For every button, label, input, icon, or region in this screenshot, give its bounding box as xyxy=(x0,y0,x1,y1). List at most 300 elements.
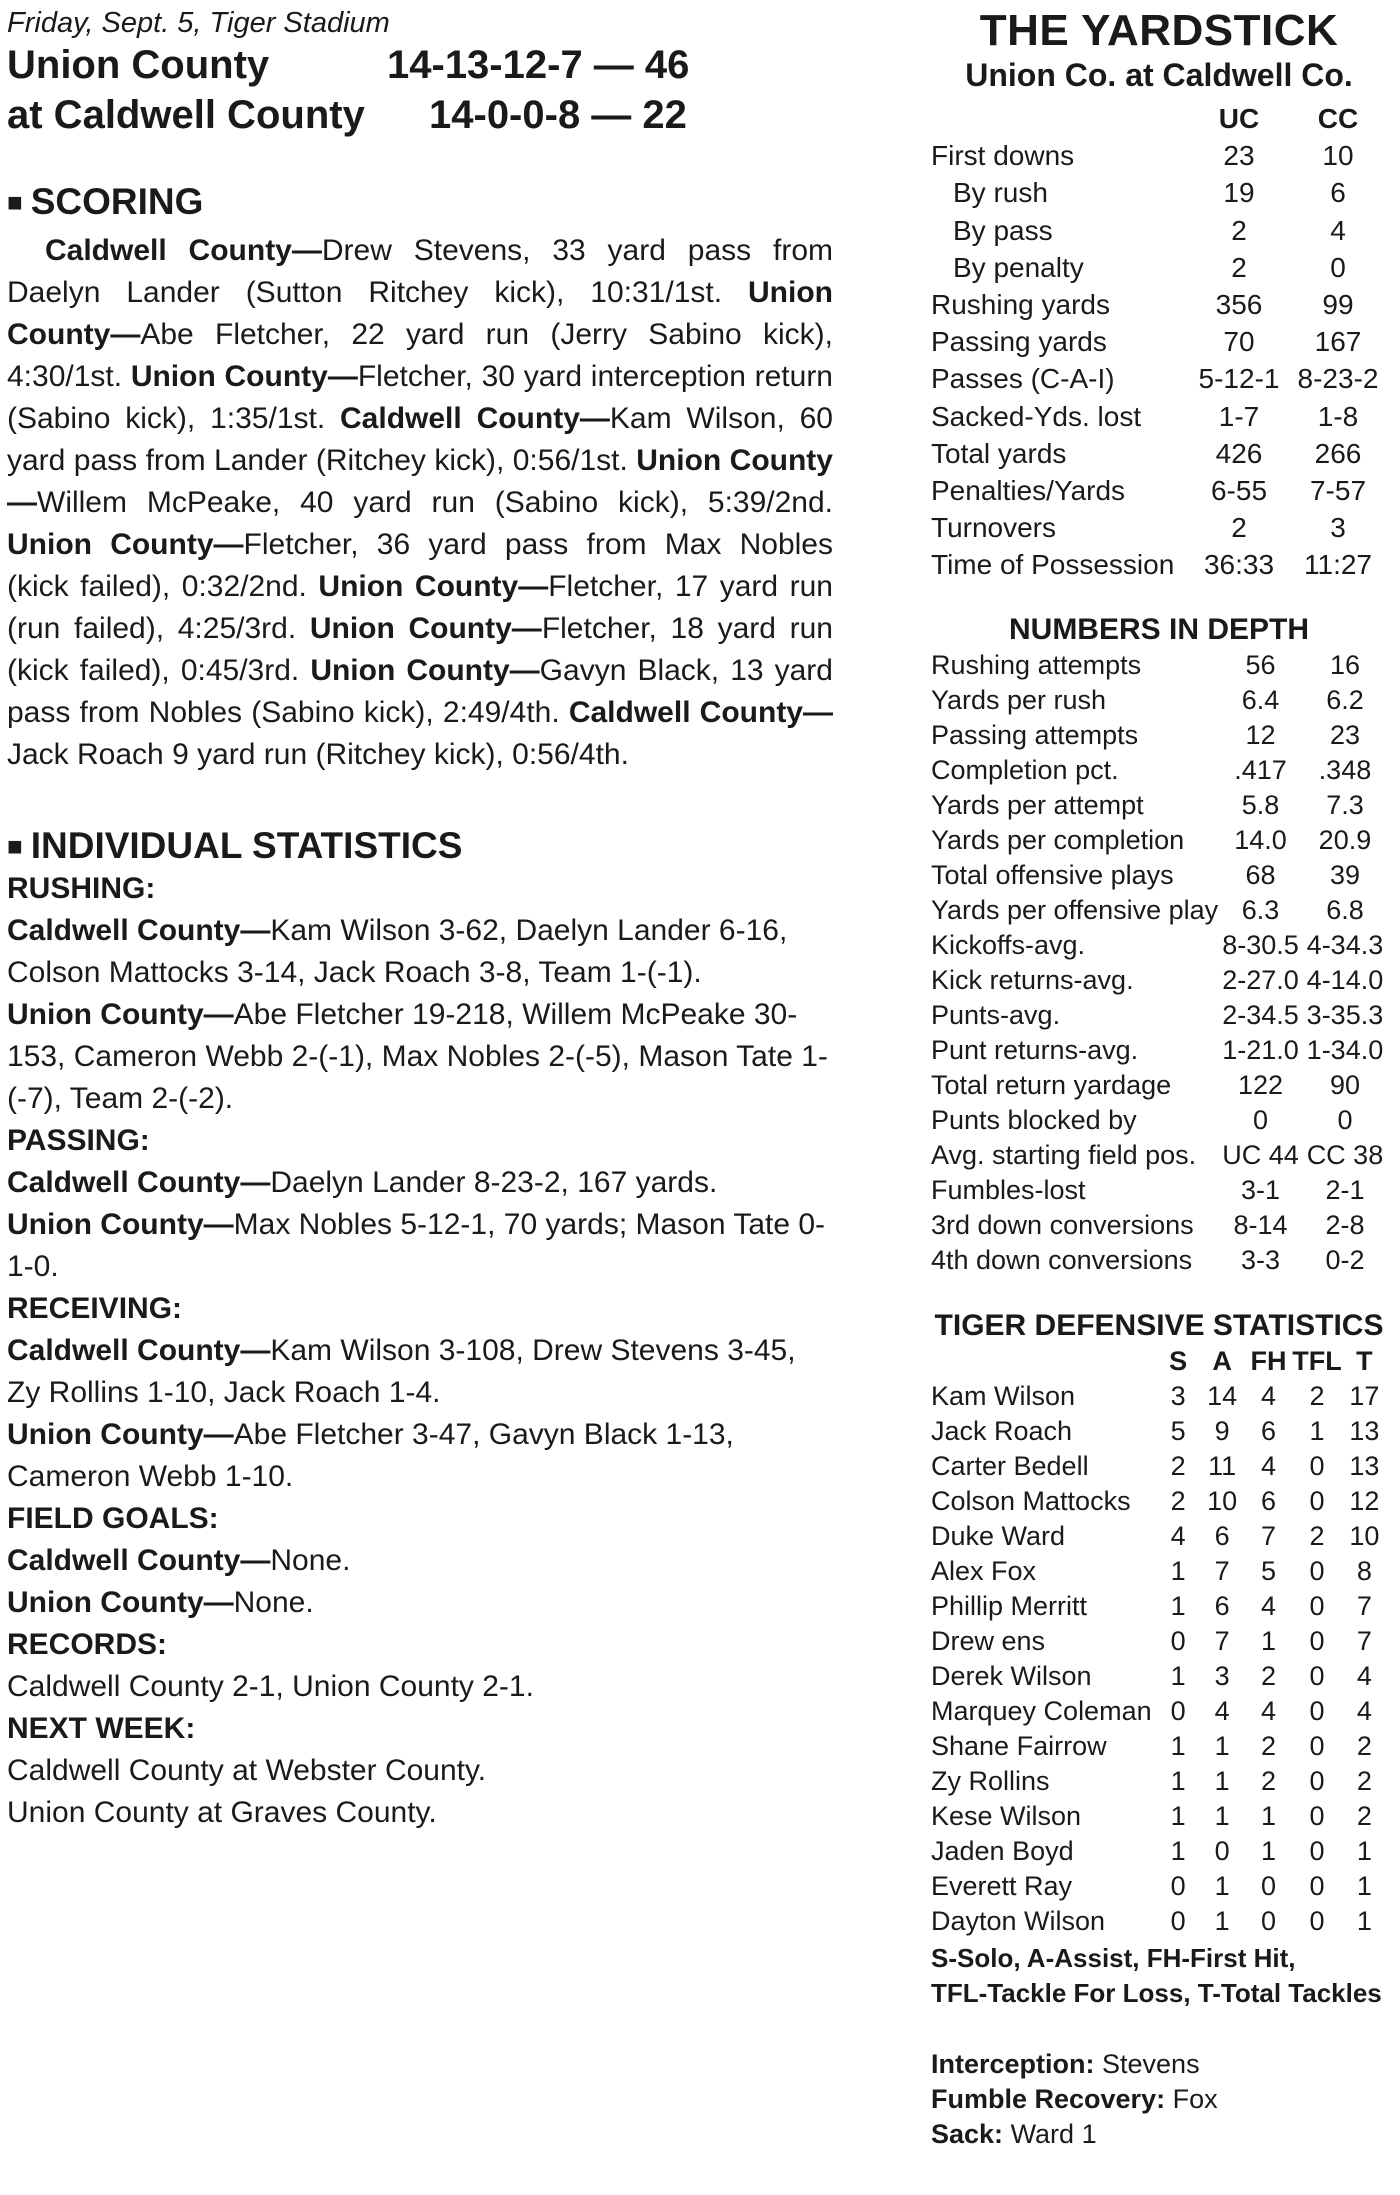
depth-row xyxy=(931,1068,1387,1103)
defense-a-value: 1 xyxy=(1214,1730,1230,1761)
game-story-column xyxy=(7,0,833,1834)
defense-a-value: 7 xyxy=(1214,1625,1230,1656)
defense-fh-value: 4 xyxy=(1261,1590,1277,1621)
stat-label: By rush xyxy=(953,177,1048,209)
defense-s-value: 0 xyxy=(1170,1625,1186,1656)
defense-row xyxy=(931,1904,1387,1939)
defense-legend xyxy=(931,1941,1387,2011)
rushing-caldwell: Caldwell County—Kam Wilson 3-62, Daelyn Lander 6-16, Colson Mattocks 3-14, Jack Roach 3-8, Team 1-(-1). xyxy=(7,914,788,989)
line-score: 14-13-12-7 — 46 xyxy=(387,43,690,87)
cc-value: 7.3 xyxy=(1326,789,1364,820)
defense-t-value: 12 xyxy=(1349,1485,1380,1516)
defense-t-value: 13 xyxy=(1349,1415,1380,1446)
scoring-heading: ■ SCORING xyxy=(7,181,204,222)
defense-a-value: 6 xyxy=(1214,1590,1230,1621)
stat-label: Penalties/Yards xyxy=(931,475,1126,507)
uc-value: 3-1 xyxy=(1241,1174,1281,1205)
scoring-play: Kam Wilson, 60 yard pass from Lander (Ritchey kick), 0:56/1st. xyxy=(7,402,833,477)
defense-t-value: 1 xyxy=(1356,1870,1372,1901)
yardstick-row xyxy=(931,137,1387,174)
defense-s-value: 1 xyxy=(1170,1555,1186,1586)
stat-label: 3rd down conversions xyxy=(931,1209,1194,1240)
uc-value: 2 xyxy=(1231,512,1247,544)
scoring-team: Caldwell County— xyxy=(45,234,322,267)
team-name: Union County xyxy=(7,43,270,87)
defense-header-row xyxy=(931,1344,1387,1379)
scoring-play: Drew Stevens, 33 yard pass from Daelyn Lander (Sutton Ritchey kick), 10:31/1st. xyxy=(7,234,833,309)
uc-value: 8-14 xyxy=(1233,1209,1288,1240)
defense-t-value: 4 xyxy=(1356,1695,1372,1726)
player-name: Kese Wilson xyxy=(931,1800,1082,1831)
defense-tfl-value: 0 xyxy=(1309,1730,1325,1761)
defense-fh-value: 1 xyxy=(1261,1835,1277,1866)
stat-label: By penalty xyxy=(953,251,1084,283)
player-name: Carter Bedell xyxy=(931,1450,1089,1481)
depth-row xyxy=(931,1103,1387,1138)
defense-tfl-value: 1 xyxy=(1309,1415,1325,1446)
next-week-caldwell: Caldwell County at Webster County. xyxy=(7,1754,487,1787)
yardstick-row xyxy=(931,435,1387,472)
defense-a-value: 3 xyxy=(1214,1660,1230,1691)
uc-value: 1-21.0 xyxy=(1222,1034,1299,1065)
defense-t-value: 13 xyxy=(1349,1450,1380,1481)
defense-row xyxy=(931,1589,1387,1624)
cc-value: 4-14.0 xyxy=(1306,964,1384,995)
scoring-team: Union County— xyxy=(7,528,244,561)
defense-s-value: 2 xyxy=(1170,1450,1186,1481)
cc-value: 167 xyxy=(1314,326,1362,358)
defense-tfl-value: 0 xyxy=(1309,1555,1325,1586)
player-name: Alex Fox xyxy=(931,1555,1037,1586)
scoring-play: Fletcher, 30 yard interception return (Sabino kick), 1:35/1st. xyxy=(7,360,833,435)
defense-row xyxy=(931,1624,1387,1659)
uc-value: 2-27.0 xyxy=(1222,964,1299,995)
uc-value: 426 xyxy=(1215,437,1263,469)
uc-value: 56 xyxy=(1245,649,1276,680)
defense-tfl-value: 0 xyxy=(1309,1905,1325,1936)
defense-tfl-value: 0 xyxy=(1309,1660,1325,1691)
defense-row xyxy=(931,1694,1387,1729)
defense-fh-value: 2 xyxy=(1261,1730,1277,1761)
defense-s-value: 1 xyxy=(1170,1765,1186,1796)
uc-value: 0 xyxy=(1253,1104,1269,1135)
scoring-team: Caldwell County— xyxy=(340,402,610,435)
defense-row xyxy=(931,1729,1387,1764)
defense-fh-value: 4 xyxy=(1261,1695,1277,1726)
yardstick-row xyxy=(931,286,1387,323)
uc-value: 6.4 xyxy=(1241,684,1280,715)
scoring-play: Fletcher, 36 yard pass from Max Nobles (kick failed), 0:32/2nd. xyxy=(7,528,833,603)
defense-s-value: 0 xyxy=(1170,1695,1186,1726)
uc-value: .417 xyxy=(1234,754,1287,785)
defense-t-value: 7 xyxy=(1356,1590,1372,1621)
defense-tfl-value: 0 xyxy=(1309,1800,1325,1831)
cc-value: CC 38 xyxy=(1306,1139,1384,1170)
yardstick-row xyxy=(931,249,1387,286)
defense-tfl-value: 0 xyxy=(1309,1485,1325,1516)
uc-value: 8-30.5 xyxy=(1222,929,1299,960)
uc-value: 5.8 xyxy=(1241,789,1280,820)
defense-s-value: 0 xyxy=(1170,1905,1186,1936)
player-name: Zy Rollins xyxy=(931,1765,1050,1796)
stat-label: Avg. starting field pos. xyxy=(931,1139,1197,1170)
passing-caldwell: Caldwell County—Daelyn Lander 8-23-2, 167 yards. xyxy=(7,1166,718,1199)
numbers-in-depth-table xyxy=(931,648,1387,1278)
defense-tfl-value: 2 xyxy=(1309,1520,1325,1551)
depth-row xyxy=(931,893,1387,928)
depth-row xyxy=(931,683,1387,718)
cc-value: 0-2 xyxy=(1325,1244,1365,1275)
square-bullet-icon: ■ xyxy=(7,187,23,217)
yardstick-row xyxy=(931,360,1387,397)
defense-a-value: 1 xyxy=(1214,1905,1230,1936)
cc-value: 20.9 xyxy=(1318,824,1372,855)
depth-row xyxy=(931,648,1387,683)
field-goals-caldwell: Caldwell County—None. xyxy=(7,1544,351,1577)
scoring-play: Abe Fletcher, 22 yard run (Jerry Sabino kick), 4:30/1st. xyxy=(7,318,833,393)
defense-s-value: 1 xyxy=(1170,1835,1186,1866)
receiving-union: Union County—Abe Fletcher 3-47, Gavyn Black 1-13, Cameron Webb 1-10. xyxy=(7,1418,734,1493)
depth-row xyxy=(931,858,1387,893)
defense-a-value: 1 xyxy=(1214,1765,1230,1796)
defense-fh-value: 1 xyxy=(1261,1800,1277,1831)
cc-value: 1-8 xyxy=(1317,400,1359,432)
uc-value: 70 xyxy=(1223,326,1255,358)
defense-tfl-value: 2 xyxy=(1309,1380,1325,1411)
defense-row xyxy=(931,1659,1387,1694)
defense-fh-value: 0 xyxy=(1261,1870,1277,1901)
stat-label: Punts-avg. xyxy=(931,999,1061,1030)
defense-s-value: 1 xyxy=(1170,1730,1186,1761)
passing-label: PASSING: xyxy=(7,1124,150,1157)
individual-stats-heading: ■ INDIVIDUAL STATISTICS xyxy=(7,825,463,866)
cc-value: 266 xyxy=(1314,437,1362,469)
rushing-union: Union County—Abe Fletcher 19-218, Willem McPeake 30-153, Cameron Webb 2-(-1), Max Nobles 2-(-5), Mason Tate 1-(-7), Team 2-(-2). xyxy=(7,998,828,1115)
defense-row xyxy=(931,1519,1387,1554)
defense-t-value: 10 xyxy=(1349,1520,1380,1551)
cc-value: 0 xyxy=(1330,251,1346,283)
uc-value: 6.3 xyxy=(1241,894,1280,925)
stat-label: Turnovers xyxy=(931,512,1057,544)
depth-row xyxy=(931,823,1387,858)
cc-value: 0 xyxy=(1337,1104,1353,1135)
uc-value: 68 xyxy=(1245,859,1276,890)
records-label: RECORDS: xyxy=(7,1628,168,1661)
defense-a-value: 1 xyxy=(1214,1800,1230,1831)
player-name: Dayton Wilson xyxy=(931,1905,1106,1936)
yardstick-title: THE YARDSTICK xyxy=(979,6,1339,55)
defense-a-value: 0 xyxy=(1214,1835,1230,1866)
scoring-team: Union County— xyxy=(7,276,833,351)
stat-label: Rushing yards xyxy=(931,289,1110,321)
defense-a-value: 9 xyxy=(1214,1415,1230,1446)
receiving-label: RECEIVING: xyxy=(7,1292,183,1325)
defense-fh-value: 7 xyxy=(1261,1520,1277,1551)
defense-tfl-value: 0 xyxy=(1309,1625,1325,1656)
uc-value: 2 xyxy=(1231,214,1247,246)
defense-a-value: 6 xyxy=(1214,1520,1230,1551)
defense-row xyxy=(931,1869,1387,1904)
defense-fh-value: 6 xyxy=(1261,1485,1277,1516)
player-name: Jaden Boyd xyxy=(931,1835,1074,1866)
defense-fh-value: 4 xyxy=(1261,1380,1277,1411)
cc-value: 4-34.3 xyxy=(1306,929,1384,960)
fumble-recovery-note: Fumble Recovery: Fox xyxy=(931,2083,1218,2114)
scoring-play: Willem McPeake, 40 yard run (Sabino kick), 5:39/2nd. xyxy=(37,486,833,519)
uc-value: 12 xyxy=(1245,719,1276,750)
uc-value: 2-34.5 xyxy=(1222,999,1299,1030)
defense-fh-value: 0 xyxy=(1261,1905,1277,1936)
col-header-first-hit: FH xyxy=(1250,1345,1287,1376)
defense-a-value: 10 xyxy=(1207,1485,1238,1516)
stat-label: Punt returns-avg. xyxy=(931,1034,1139,1065)
cc-value: 11:27 xyxy=(1304,549,1372,581)
yardstick-header-row xyxy=(931,100,1387,137)
score-row xyxy=(7,90,833,140)
stat-label: Kick returns-avg. xyxy=(931,964,1134,995)
cc-value: 8-23-2 xyxy=(1297,363,1379,395)
defense-a-value: 7 xyxy=(1214,1555,1230,1586)
player-name: Marquey Coleman xyxy=(931,1695,1152,1726)
scoring-play: Fletcher, 18 yard run (kick failed), 0:45/3rd. xyxy=(7,612,833,687)
defense-a-value: 14 xyxy=(1207,1380,1238,1411)
uc-value: 2 xyxy=(1231,251,1247,283)
yardstick-row xyxy=(931,323,1387,360)
scoring-play: Gavyn Black, 13 yard pass from Nobles (Sabino kick), 2:49/4th. xyxy=(7,654,833,729)
passing-union: Union County—Max Nobles 5-12-1, 70 yards; Mason Tate 0-1-0. xyxy=(7,1208,826,1283)
depth-row xyxy=(931,1033,1387,1068)
cc-value: 7-57 xyxy=(1309,475,1367,507)
defense-tfl-value: 0 xyxy=(1309,1835,1325,1866)
scoring-team: Caldwell County— xyxy=(568,696,833,729)
stat-label: Total yards xyxy=(931,437,1067,469)
defense-t-value: 7 xyxy=(1356,1625,1372,1656)
cc-value: 10 xyxy=(1322,140,1354,172)
depth-row xyxy=(931,998,1387,1033)
stat-label: Yards per attempt xyxy=(931,789,1144,820)
stat-label: Passes (C-A-I) xyxy=(931,363,1115,395)
uc-value: 3-3 xyxy=(1241,1244,1281,1275)
dateline: Friday, Sept. 5, Tiger Stadium xyxy=(7,7,390,39)
col-header-cc: CC xyxy=(1317,103,1359,134)
rushing-label: RUSHING: xyxy=(7,872,156,905)
defense-s-value: 3 xyxy=(1170,1380,1186,1411)
scoring-team: Union County— xyxy=(309,612,542,645)
yardstick-subtitle: Union Co. at Caldwell Co. xyxy=(965,57,1353,93)
yardstick-row xyxy=(931,212,1387,249)
player-name: Kam Wilson xyxy=(931,1380,1076,1411)
stat-label: Sacked-Yds. lost xyxy=(931,400,1142,432)
cc-value: 6 xyxy=(1330,177,1346,209)
defense-t-value: 4 xyxy=(1356,1660,1372,1691)
defense-t-value: 17 xyxy=(1349,1380,1380,1411)
receiving-caldwell: Caldwell County—Kam Wilson 3-108, Drew Stevens 3-45, Zy Rollins 1-10, Jack Roach 1-4. xyxy=(7,1334,796,1409)
defense-tfl-value: 0 xyxy=(1309,1870,1325,1901)
uc-value: UC 44 xyxy=(1222,1139,1299,1170)
scoring-summary xyxy=(7,230,833,776)
defense-t-value: 1 xyxy=(1356,1905,1372,1936)
player-name: Jack Roach xyxy=(931,1415,1073,1446)
depth-row xyxy=(931,1208,1387,1243)
stat-label: 4th down conversions xyxy=(931,1244,1193,1275)
stat-label: Punts blocked by xyxy=(931,1104,1137,1135)
scoring-team: Union County— xyxy=(7,444,833,519)
depth-row xyxy=(931,928,1387,963)
yardstick-row xyxy=(931,546,1387,583)
next-week-label: NEXT WEEK: xyxy=(7,1712,196,1745)
square-bullet-icon: ■ xyxy=(7,831,23,861)
yardstick-row xyxy=(931,509,1387,546)
scoring-team: Union County— xyxy=(318,570,549,603)
depth-row xyxy=(931,1173,1387,1208)
player-name: Shane Fairrow xyxy=(931,1730,1107,1761)
cc-value: 3-35.3 xyxy=(1306,999,1384,1030)
defense-t-value: 2 xyxy=(1356,1765,1372,1796)
field-goals-label: FIELD GOALS: xyxy=(7,1502,219,1535)
stat-label: Completion pct. xyxy=(931,754,1119,785)
scoring-play: Jack Roach 9 yard run (Ritchey kick), 0:56/4th. xyxy=(7,738,629,771)
uc-value: 122 xyxy=(1238,1069,1284,1100)
defense-a-value: 4 xyxy=(1214,1695,1230,1726)
defense-row xyxy=(931,1554,1387,1589)
defense-row xyxy=(931,1484,1387,1519)
records-text: Caldwell County 2-1, Union County 2-1. xyxy=(7,1670,534,1703)
cc-value: 3 xyxy=(1330,512,1346,544)
legend-line: S-Solo, A-Assist, FH-First Hit, xyxy=(931,1942,1296,1973)
defense-fh-value: 1 xyxy=(1261,1625,1277,1656)
depth-row xyxy=(931,753,1387,788)
sack-note: Sack: Ward 1 xyxy=(931,2118,1097,2149)
cc-value: 99 xyxy=(1322,289,1354,321)
cc-value: 6.8 xyxy=(1326,894,1364,925)
uc-value: 6-55 xyxy=(1210,475,1268,507)
defense-row xyxy=(931,1379,1387,1414)
defense-tfl-value: 0 xyxy=(1309,1590,1325,1621)
defense-a-value: 11 xyxy=(1208,1450,1237,1481)
player-name: Phillip Merritt xyxy=(931,1590,1088,1621)
defense-s-value: 4 xyxy=(1170,1520,1186,1551)
player-name: Duke Ward xyxy=(931,1520,1066,1551)
defense-t-value: 1 xyxy=(1356,1835,1372,1866)
defense-fh-value: 6 xyxy=(1261,1415,1277,1446)
cc-value: 90 xyxy=(1329,1069,1360,1100)
scoring-team: Union County— xyxy=(130,360,358,393)
defense-s-value: 1 xyxy=(1170,1660,1186,1691)
col-header-uc: UC xyxy=(1218,103,1260,134)
scoring-team: Union County— xyxy=(310,654,540,687)
stat-label: Total offensive plays xyxy=(931,859,1174,890)
player-name: Drew ens xyxy=(931,1625,1046,1656)
uc-value: 14.0 xyxy=(1234,824,1287,855)
stats-sidebar xyxy=(931,0,1387,2152)
defense-fh-value: 5 xyxy=(1261,1555,1277,1586)
interception-note: Interception: Stevens xyxy=(931,2048,1200,2079)
yardstick-table xyxy=(931,100,1387,584)
defense-tfl-value: 0 xyxy=(1309,1765,1325,1796)
defense-row xyxy=(931,1799,1387,1834)
depth-row xyxy=(931,718,1387,753)
score-row xyxy=(7,40,833,90)
yardstick-row xyxy=(931,472,1387,509)
cc-value: .348 xyxy=(1318,754,1372,785)
numbers-in-depth-heading: NUMBERS IN DEPTH xyxy=(1008,612,1309,646)
stat-label: First downs xyxy=(931,140,1075,172)
next-week-union: Union County at Graves County. xyxy=(7,1796,437,1829)
defense-t-value: 2 xyxy=(1356,1730,1372,1761)
stat-label: Yards per completion xyxy=(931,824,1185,855)
col-header-assist: A xyxy=(1212,1345,1232,1376)
stat-label: Passing yards xyxy=(931,326,1107,358)
field-goals-union: Union County—None. xyxy=(7,1586,314,1619)
line-score: 14-0-0-8 — 22 xyxy=(429,93,687,137)
cc-value: 1-34.0 xyxy=(1306,1034,1384,1065)
scoring-play: Fletcher, 17 yard run (run failed), 4:25/3rd. xyxy=(7,570,833,645)
defensive-stats-table xyxy=(931,1344,1387,1939)
defense-row xyxy=(931,1834,1387,1869)
stat-label: Yards per offensive play xyxy=(931,894,1219,925)
uc-value: 19 xyxy=(1223,177,1255,209)
col-header-total: T xyxy=(1356,1345,1373,1376)
uc-value: 1-7 xyxy=(1218,400,1260,432)
col-header-tfl: TFL xyxy=(1292,1345,1342,1376)
defense-s-value: 1 xyxy=(1170,1800,1186,1831)
cc-value: 6.2 xyxy=(1326,684,1364,715)
defense-row xyxy=(931,1414,1387,1449)
team-name: at Caldwell County xyxy=(7,93,365,137)
depth-row xyxy=(931,1138,1387,1173)
legend-line: TFL-Tackle For Loss, T-Total Tackles xyxy=(931,1977,1382,2008)
cc-value: 16 xyxy=(1329,649,1360,680)
player-name: Derek Wilson xyxy=(931,1660,1092,1691)
uc-value: 5-12-1 xyxy=(1198,363,1280,395)
defense-s-value: 0 xyxy=(1170,1870,1186,1901)
defense-s-value: 1 xyxy=(1170,1590,1186,1621)
stat-label: By pass xyxy=(953,214,1053,246)
defense-notes xyxy=(931,2047,1387,2152)
defense-t-value: 8 xyxy=(1356,1555,1372,1586)
player-name: Colson Mattocks xyxy=(931,1485,1131,1516)
defense-s-value: 2 xyxy=(1170,1485,1186,1516)
defense-row xyxy=(931,1449,1387,1484)
uc-value: 23 xyxy=(1223,140,1255,172)
defensive-stats-heading: TIGER DEFENSIVE STATISTICS xyxy=(934,1308,1384,1342)
stat-label: Fumbles-lost xyxy=(931,1174,1086,1205)
defense-s-value: 5 xyxy=(1170,1415,1186,1446)
defense-tfl-value: 0 xyxy=(1309,1450,1325,1481)
cc-value: 39 xyxy=(1329,859,1360,890)
col-header-solo: S xyxy=(1169,1345,1188,1376)
stat-label: Rushing attempts xyxy=(931,649,1142,680)
defense-a-value: 1 xyxy=(1214,1870,1230,1901)
individual-stats xyxy=(7,868,833,1834)
stat-label: Total return yardage xyxy=(931,1069,1172,1100)
defense-fh-value: 2 xyxy=(1261,1660,1277,1691)
cc-value: 2-8 xyxy=(1325,1209,1365,1240)
yardstick-row xyxy=(931,398,1387,435)
defense-tfl-value: 0 xyxy=(1309,1695,1325,1726)
player-name: Everett Ray xyxy=(931,1870,1073,1901)
defense-t-value: 2 xyxy=(1356,1800,1372,1831)
defense-fh-value: 4 xyxy=(1261,1450,1277,1481)
cc-value: 23 xyxy=(1329,719,1360,750)
stat-label: Kickoffs-avg. xyxy=(931,929,1086,960)
uc-value: 36:33 xyxy=(1203,549,1275,581)
cc-value: 4 xyxy=(1330,214,1346,246)
stat-label: Yards per rush xyxy=(931,684,1107,715)
depth-row xyxy=(931,963,1387,998)
cc-value: 2-1 xyxy=(1325,1174,1365,1205)
stat-label: Time of Possession xyxy=(931,549,1175,581)
